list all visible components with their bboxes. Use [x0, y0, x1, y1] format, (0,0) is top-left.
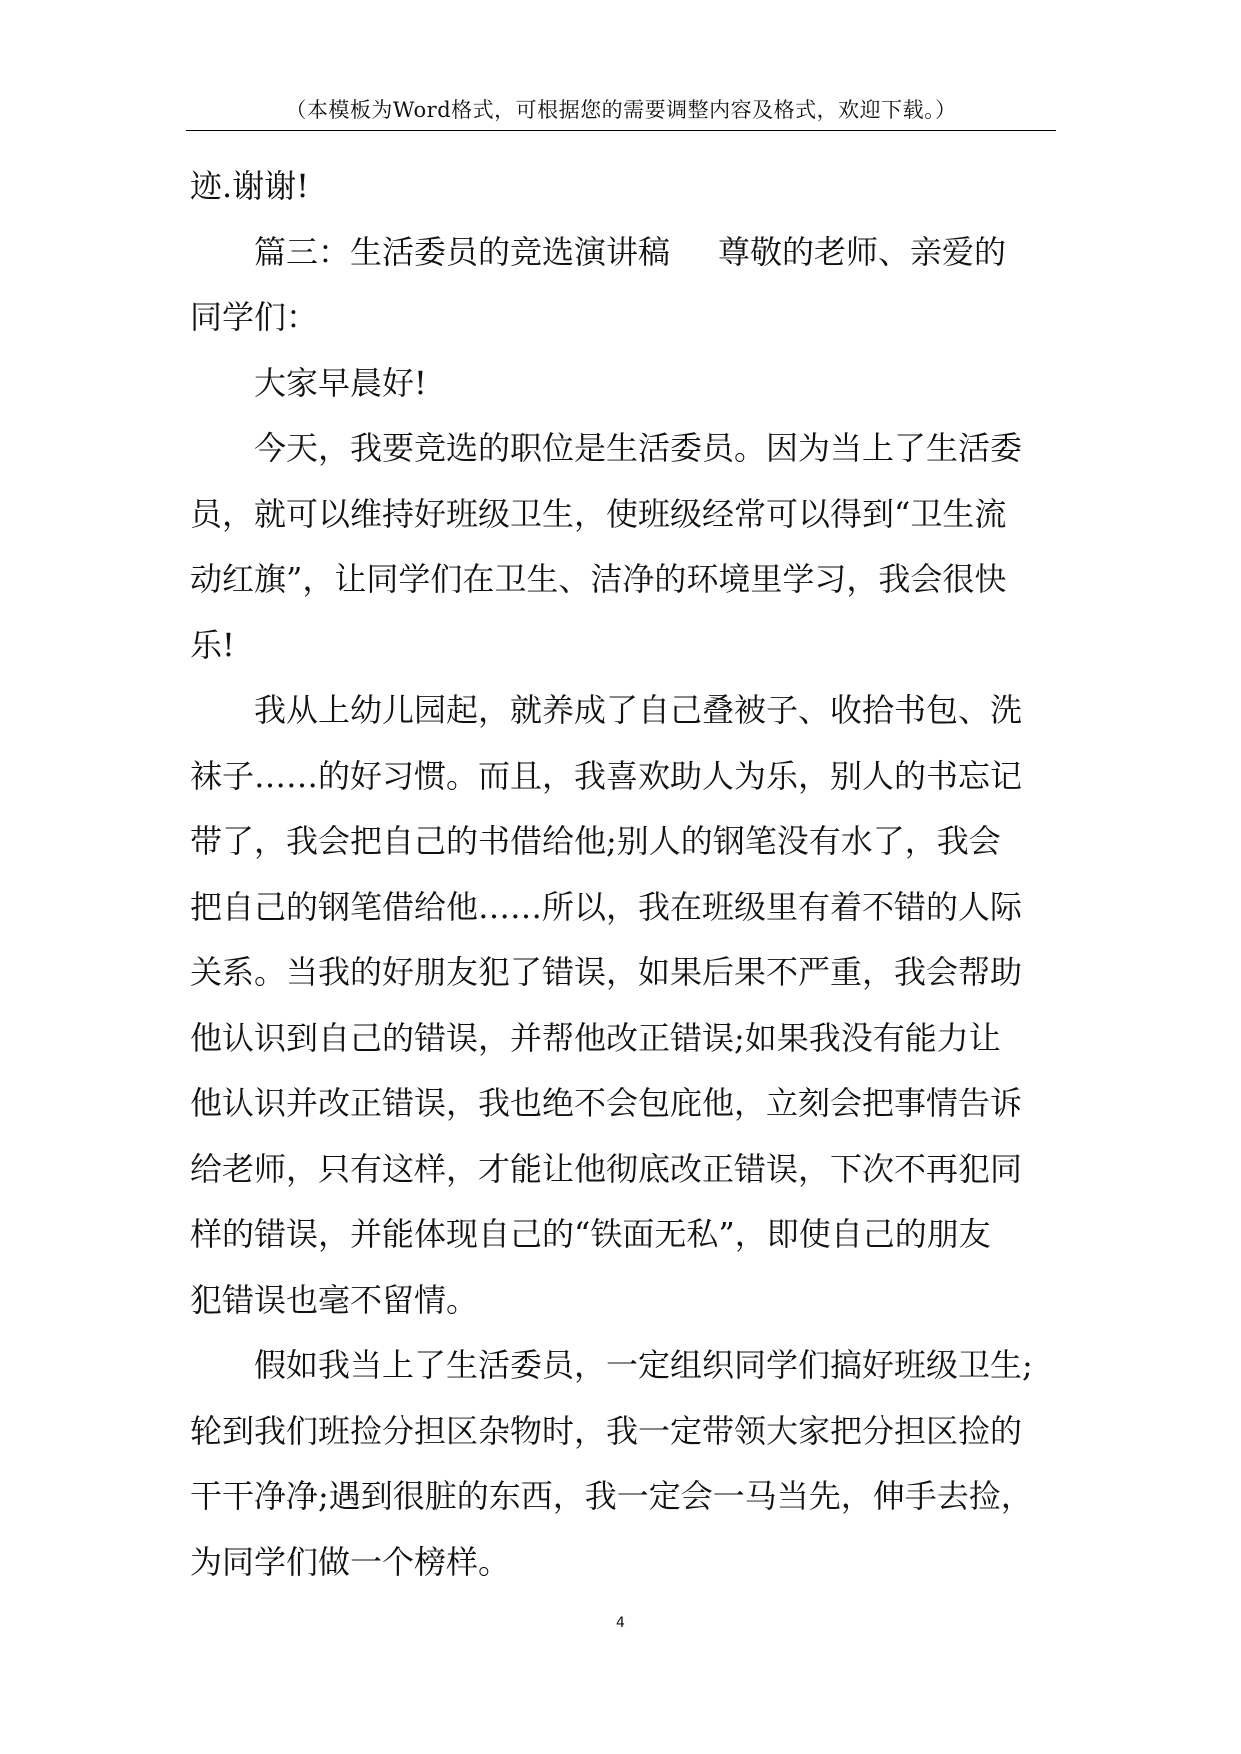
- text-line: 动红旗”，让同学们在卫生、洁净的环境里学习，我会很快: [190, 560, 1007, 598]
- text-line: 轮到我们班捡分担区杂物时，我一定带领大家把分担区捡的: [190, 1411, 1023, 1450]
- salutation: 尊敬的老师、亲爱的: [718, 232, 1007, 271]
- page-number: 4: [616, 1615, 625, 1631]
- text-line: 为同学们做一个榜样。: [190, 1542, 511, 1581]
- text-line: 样的错误，并能体现自己的“铁面无私”，即使自己的朋友: [190, 1215, 991, 1253]
- text-line: 犯错误也毫不留情。: [190, 1280, 479, 1319]
- document-body: [190, 154, 1070, 1595]
- text-line: 关系。当我的好朋友犯了错误，如果后果不严重，我会帮助: [190, 953, 1023, 991]
- page-header-note: （本模板为Word格式，可根据您的需要调整内容及格式，欢迎下载。）: [285, 98, 957, 122]
- paragraph-start-line: 假如我当上了生活委员，一定组织同学们搞好班级卫生;: [254, 1346, 1033, 1384]
- header-divider: [186, 130, 1056, 131]
- paragraph-start-line: 今天，我要竞选的职位是生活委员。因为当上了生活委: [254, 429, 1023, 467]
- greeting-line: 大家早晨好!: [254, 363, 427, 402]
- text-line: 他认识并改正错误，我也绝不会包庇他，立刻会把事情告诉: [190, 1084, 1023, 1122]
- text-line: 带了，我会把自己的书借给他;别人的钢笔没有水了，我会: [190, 822, 1001, 860]
- text-line: 员，就可以维持好班级卫生，使班级经常可以得到“卫生流: [190, 494, 1007, 533]
- section-title: 篇三：生活委员的竞选演讲稿: [254, 232, 671, 271]
- text-line: 给老师，只有这样，才能让他彻底改正错误，下次不再犯同: [190, 1149, 1023, 1188]
- section-heading-line: [190, 220, 1070, 286]
- text-line: 乐!: [190, 625, 235, 664]
- text-line: 袜子……的好习惯。而且，我喜欢助人为乐，别人的书忘记: [190, 756, 1023, 795]
- text-line: 把自己的钢笔借给他……所以，我在班级里有着不错的人际: [190, 887, 1023, 926]
- paragraph-start-line: 我从上幼儿园起，就养成了自己叠被子、收拾书包、洗: [254, 691, 1023, 729]
- text-line: 迹.谢谢!: [190, 167, 310, 205]
- text-line: 干干净净;遇到很脏的东西，我一定会一马当先，伸手去捡，: [190, 1477, 1033, 1515]
- text-line: 同学们：: [190, 298, 319, 336]
- text-line: 他认识到自己的错误，并帮他改正错误;如果我没有能力让: [190, 1018, 1001, 1057]
